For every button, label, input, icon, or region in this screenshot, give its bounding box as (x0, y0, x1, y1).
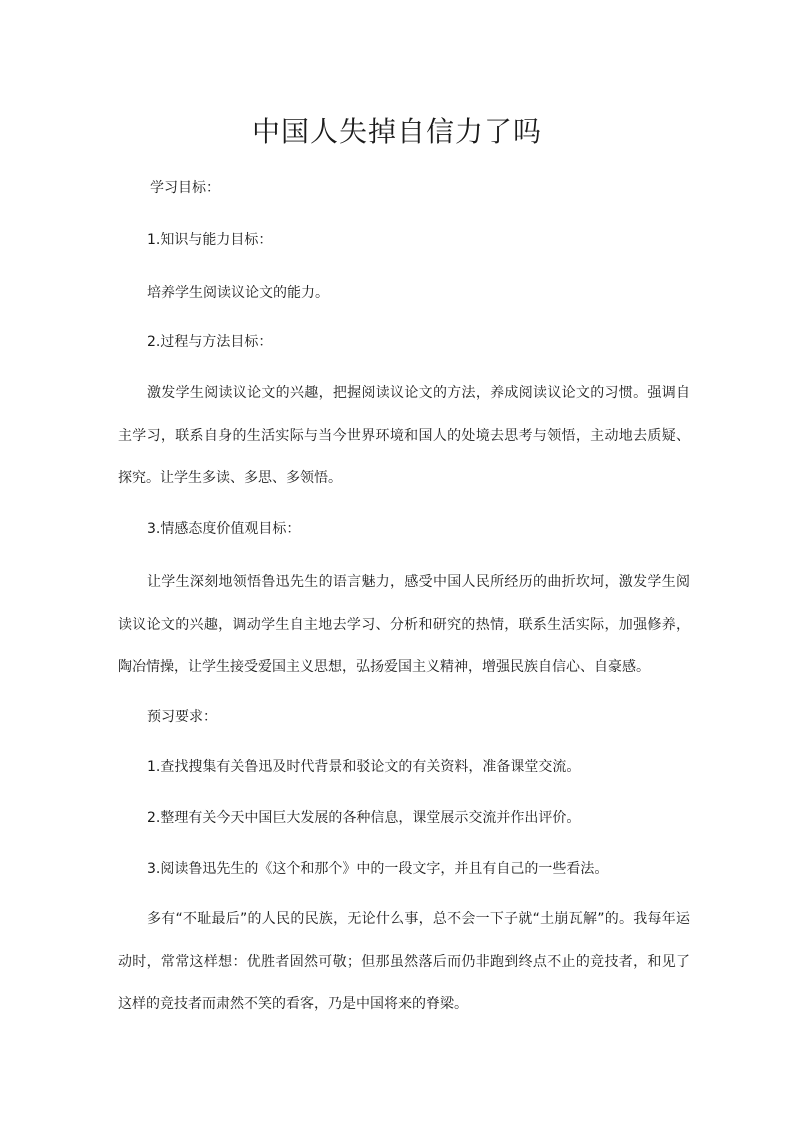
prep-item-2: 2.整理有关今天中国巨大发展的各种信息，课堂展示交流并作出评价。 (147, 810, 581, 826)
quote-paragraph: 多有“不耻最后”的人民的民族，无论什么事，总不会一下子就“土崩瓦解”的。我每年运动时，常常这样想：优胜者固然可敬；但那虽然落后而仍非跑到终点不止的竞技者，和见了这样的竞技者而肃然不笑的看客，乃是中国将来的脊梁。 (118, 911, 690, 1012)
prep-item-3: 3.阅读鲁迅先生的《这个和那个》中的一段文字，并且有自己的一些看法。 (147, 861, 609, 877)
document-title: 中国人失掉自信力了吗 (251, 115, 542, 148)
goal1-text: 培养学生阅读议论文的能力。 (147, 285, 329, 301)
prep-item-1: 1.查找搜集有关鲁迅及时代背景和驳论文的有关资料，准备课堂交流。 (147, 759, 581, 775)
goal3-heading: 3.情感态度价值观目标： (147, 521, 301, 537)
goal1-heading: 1.知识与能力目标： (147, 232, 273, 248)
goal2-text: 激发学生阅读议论文的兴趣，把握阅读议论文的方法，养成阅读议论文的习惯。强调自主学习，联系自身的生活实际与当今世界环境和国人的处境去思考与领悟，主动地去质疑、探究。让学生多读、多思、多领悟。 (118, 385, 690, 486)
prep-heading: 预习要求： (147, 709, 217, 725)
goal3-text: 让学生深刻地领悟鲁迅先生的语言魅力，感受中国人民所经历的曲折坎坷，激发学生阅读议论文的兴趣，调动学生自主地去学习、分析和研究的热情，联系生活实际，加强修养，陶冶情操，让学生接受爱国主义思想，弘扬爱国主义精神，增强民族自信心、自豪感。 (118, 574, 690, 675)
goal2-heading: 2.过程与方法目标： (147, 334, 273, 350)
goals-heading: 学习目标： (150, 180, 220, 196)
